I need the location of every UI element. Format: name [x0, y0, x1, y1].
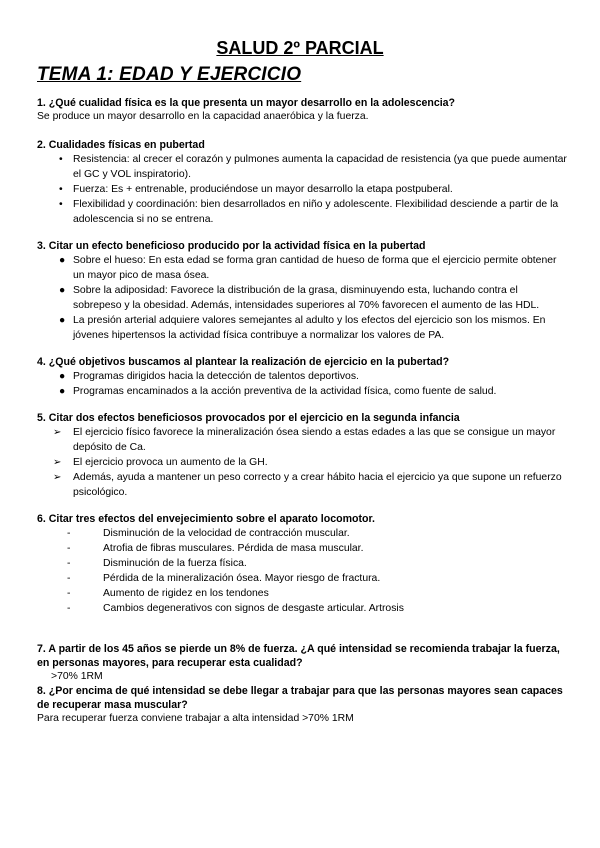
- list-item: ● Programas encaminados a la acción preventiva de la actividad física, como fuente de salud.: [59, 386, 497, 397]
- bullet-icon: •: [59, 184, 63, 195]
- question-8: 8. ¿Por encima de qué intensidad se debe llegar a trabajar para que las personas mayores sean capaces de recuperar masa muscular?: [37, 685, 563, 711]
- dash-icon: -: [67, 543, 71, 554]
- section-2: [37, 138, 567, 227]
- question-1: 1. ¿Qué cualidad física es la que presenta un mayor desarrollo en la adolescencia?: [37, 97, 456, 109]
- list-5: [37, 425, 567, 500]
- list-item: ● Sobre la adiposidad: Favorece la distribución de la grasa, disminuyendo esta, luchando contra el sobrepeso y la obesidad. Además, intensidades superiores al 70% favorecen el aumento de las HDL.: [59, 285, 540, 311]
- bullet-icon: ●: [59, 386, 66, 397]
- section-5: [37, 411, 567, 500]
- section-6: [37, 512, 567, 616]
- answer-1: Se produce un mayor desarrollo en la capacidad anaeróbica y la fuerza.: [37, 111, 369, 122]
- topic-heading: TEMA 1: EDAD Y EJERCICIO: [37, 64, 302, 85]
- list-item: • Flexibilidad y coordinación: bien desarrollados en niño y adolescente. Flexibilidad desciende a partir de la adolescencia si no se entrena.: [59, 199, 559, 225]
- list-4: [37, 369, 567, 399]
- list-3: [37, 253, 567, 343]
- dash-icon: -: [67, 573, 71, 584]
- question-5: 5. Citar dos efectos beneficiosos provocados por el ejercicio en la segunda infancia: [37, 412, 460, 424]
- bullet-icon: ●: [59, 285, 66, 296]
- list-item: - Pérdida de la mineralización ósea. Mayor riesgo de fractura.: [67, 573, 381, 584]
- arrow-icon: ➢: [53, 457, 62, 468]
- bullet-icon: ●: [59, 371, 66, 382]
- dash-icon: -: [67, 588, 71, 599]
- bullet-icon: ●: [59, 315, 66, 326]
- document-title: SALUD 2º PARCIAL: [216, 38, 384, 58]
- list-item: • Resistencia: al crecer el corazón y pulmones aumenta la capacidad de resistencia (ya que puede aumentar el GC y VOL inspiratorio).: [59, 154, 567, 180]
- question-2: 2. Cualidades físicas en pubertad: [37, 139, 205, 151]
- list-item: - Disminución de la fuerza física.: [67, 558, 247, 569]
- question-4: 4. ¿Qué objetivos buscamos al plantear la realización de ejercicio en la pubertad?: [37, 356, 450, 368]
- question-6: 6. Citar tres efectos del envejecimiento sobre el aparato locomotor.: [37, 513, 375, 525]
- list-item: ➢ El ejercicio físico favorece la mineralización ósea siendo a estas edades a las que se consigue un mayor depósito de Ca.: [53, 427, 556, 453]
- list-item: ● La presión arterial adquiere valores semejantes al adulto y los efectos del ejercicio son los mismos. En jóvenes hipertensos la actividad física contribuye a normalizar los valores de PA.: [59, 315, 546, 341]
- list-item: - Cambios degenerativos con signos de desgaste articular. Artrosis: [67, 603, 404, 614]
- document-content: [37, 96, 567, 726]
- question-3: 3. Citar un efecto beneficioso producido por la actividad física en la pubertad: [37, 240, 426, 252]
- list-item: ➢ Además, ayuda a mantener un peso correcto y a crear hábito hacia el ejercicio ya que supone un refuerzo psicológico.: [53, 472, 562, 498]
- list-item: ● Programas dirigidos hacia la detección de talentos deportivos.: [59, 371, 359, 382]
- list-item: ● Sobre el hueso: En esta edad se forma gran cantidad de hueso de forma que el ejercicio permite obtener un mayor pico de masa ósea.: [59, 255, 557, 281]
- bullet-icon: •: [59, 199, 63, 210]
- bullet-icon: ●: [59, 255, 66, 266]
- list-6: [37, 526, 567, 616]
- arrow-icon: ➢: [53, 427, 62, 438]
- list-2: [37, 152, 567, 227]
- question-7: 7. A partir de los 45 años se pierde un 8% de fuerza. ¿A qué intensidad se recomienda trabajar la fuerza, en personas mayores, para recuperar esta cualidad?: [37, 643, 560, 669]
- section-8: [37, 684, 567, 726]
- list-item: - Aumento de rigidez en los tendones: [67, 588, 269, 599]
- list-item: ➢ El ejercicio provoca un aumento de la GH.: [53, 457, 268, 468]
- dash-icon: -: [67, 558, 71, 569]
- section-4: [37, 355, 567, 399]
- arrow-icon: ➢: [53, 472, 62, 483]
- answer-7: >70% 1RM: [51, 671, 103, 682]
- dash-icon: -: [67, 528, 71, 539]
- list-item: • Fuerza: Es + entrenable, produciéndose un mayor desarrollo la etapa postpuberal.: [59, 184, 453, 195]
- dash-icon: -: [67, 603, 71, 614]
- section-7: [37, 642, 567, 684]
- list-item: - Disminución de la velocidad de contracción muscular.: [67, 528, 350, 539]
- section-3: [37, 239, 567, 343]
- bullet-icon: •: [59, 154, 63, 165]
- answer-8: Para recuperar fuerza conviene trabajar a alta intensidad >70% 1RM: [37, 713, 354, 724]
- list-item: - Atrofia de fibras musculares. Pérdida de masa muscular.: [67, 543, 364, 554]
- section-1: [37, 96, 567, 124]
